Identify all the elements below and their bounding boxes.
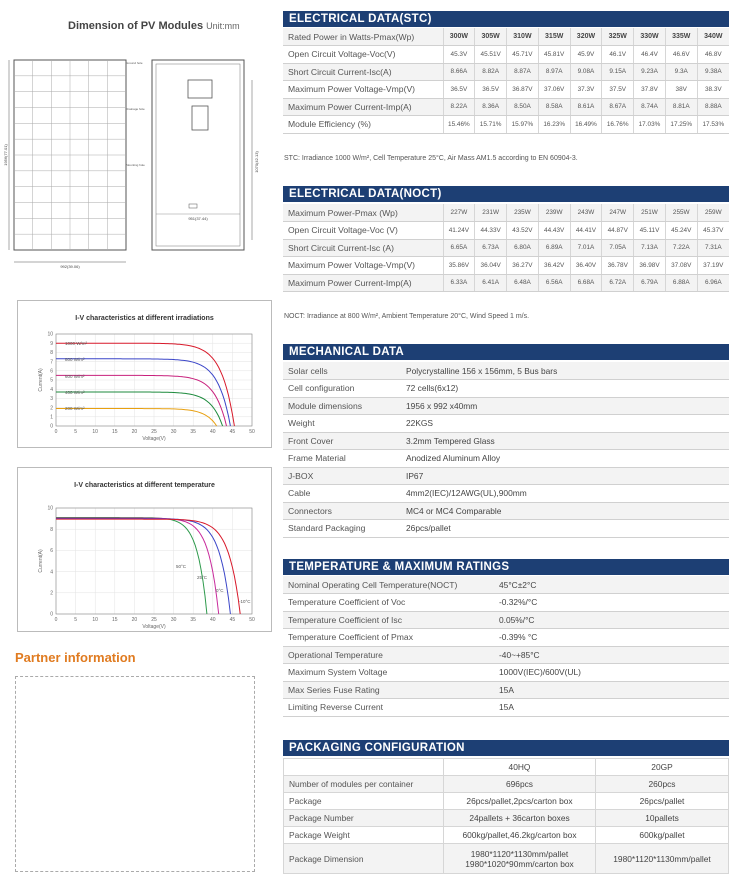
temperature-table xyxy=(283,576,729,717)
y-tick-label: 5 xyxy=(50,377,53,384)
x-tick-label: 10 xyxy=(92,429,98,435)
module-rear-view xyxy=(126,60,259,250)
table-cell: 7.31A xyxy=(697,239,729,257)
table-cell: 37.5V xyxy=(602,81,634,99)
annotation-ground-hole: Ground hole xyxy=(126,61,143,65)
x-tick-label: 15 xyxy=(112,429,118,435)
table-cell: 8.88A xyxy=(697,98,729,116)
table-cell: 8.36A xyxy=(475,98,507,116)
dimension-unit: Unit:mm xyxy=(206,21,240,31)
table-cell: 251W xyxy=(634,204,666,222)
row-value-20gp: 600kg/pallet xyxy=(596,827,729,844)
value-line: 696pcs xyxy=(505,779,533,789)
value-line: 24pallets + 36carton boxes xyxy=(469,813,570,823)
row-value-40hq xyxy=(444,810,596,827)
table-row xyxy=(283,664,729,682)
y-tick-label: 3 xyxy=(50,396,53,403)
x-axis-label: Voltage(V) xyxy=(142,624,166,630)
table-cell: 37.08V xyxy=(665,257,697,275)
row-value: -0.32%/°C xyxy=(493,594,729,612)
stc-header: ELECTRICAL DATA(STC) xyxy=(283,11,729,27)
table-cell: 45.81V xyxy=(538,46,570,64)
table-cell: 46.6V xyxy=(665,46,697,64)
table-cell: 41.24V xyxy=(443,222,475,240)
table-cell: 36.5V xyxy=(443,81,475,99)
temperature-header: TEMPERATURE & MAXIMUM RATINGS xyxy=(283,559,729,575)
table-row xyxy=(284,793,729,810)
table-row xyxy=(283,629,729,647)
row-value: -40~+85°C xyxy=(493,646,729,664)
y-tick-label: 6 xyxy=(50,548,53,555)
table-cell: 6.56A xyxy=(538,274,570,292)
table-cell: 6.48A xyxy=(507,274,539,292)
table-cell: 6.68A xyxy=(570,274,602,292)
x-tick-label: 10 xyxy=(92,617,98,623)
row-value: 22KGS xyxy=(400,415,729,433)
table-row xyxy=(283,222,729,240)
row-label: Package Dimension xyxy=(284,844,444,874)
table-cell: 235W xyxy=(507,204,539,222)
column-header: 40HQ xyxy=(444,759,596,776)
table-cell: 8.66A xyxy=(443,63,475,81)
table-cell: 6.33A xyxy=(443,274,475,292)
row-value: 15A xyxy=(493,681,729,699)
table-cell: 7.13A xyxy=(634,239,666,257)
mechanical-header: MECHANICAL DATA xyxy=(283,344,729,360)
row-label: J-BOX xyxy=(283,467,400,485)
row-label: Maximum System Voltage xyxy=(283,664,493,682)
table-cell: 15.71% xyxy=(475,116,507,134)
y-tick-label: 6 xyxy=(50,368,53,375)
annotation-mounting-hole: Mounting hole xyxy=(126,163,145,167)
x-tick-label: 30 xyxy=(170,617,177,623)
row-label: Temperature Coefficient of Isc xyxy=(283,611,493,629)
table-row xyxy=(283,46,729,64)
stc-table xyxy=(283,28,729,134)
table-cell: 17.03% xyxy=(634,116,666,134)
x-tick-label: 35 xyxy=(190,429,196,435)
row-label: Frame Material xyxy=(283,450,400,468)
table-cell: 8.61A xyxy=(570,98,602,116)
iv-curve-2 xyxy=(56,519,230,614)
table-cell: 6.41A xyxy=(475,274,507,292)
table-row xyxy=(283,467,729,485)
mechanical-table xyxy=(283,362,729,538)
table-row xyxy=(283,63,729,81)
curve-label: -10°C xyxy=(239,599,251,604)
row-label: Maximum Power-Pmax (Wp) xyxy=(283,204,443,222)
table-row xyxy=(283,646,729,664)
table-cell: 44.33V xyxy=(475,222,507,240)
row-label: Number of modules per container xyxy=(284,776,444,793)
x-tick-label: 20 xyxy=(131,617,138,623)
x-tick-label: 5 xyxy=(74,617,77,623)
row-value: -0.39% °C xyxy=(493,629,729,647)
packaging-header: PACKAGING CONFIGURATION xyxy=(283,740,729,756)
value-line: 600kg/pallet,46.2kg/carton box xyxy=(462,830,577,840)
row-label: Max Series Fuse Rating xyxy=(283,681,493,699)
y-tick-label: 10 xyxy=(47,505,53,512)
value-line: 1980*1120*1130mm/pallet xyxy=(470,848,569,859)
row-label: Rated Power in Watts-Pmax(Wp) xyxy=(283,28,443,46)
x-tick-label: 25 xyxy=(151,429,157,435)
row-value: 0.05%/°C xyxy=(493,611,729,629)
table-cell: 9.23A xyxy=(634,63,666,81)
row-label: Open Circuit Voltage-Voc(V) xyxy=(283,46,443,64)
x-tick-label: 35 xyxy=(190,617,196,623)
table-cell: 38.3V xyxy=(697,81,729,99)
table-cell: 8.58A xyxy=(538,98,570,116)
table-cell: 36.27V xyxy=(507,257,539,275)
iv-temperature-title: I-V characteristics at different temperature xyxy=(74,482,215,489)
table-cell: 45.3V xyxy=(443,46,475,64)
x-tick-label: 20 xyxy=(131,429,138,435)
row-label: Open Circuit Voltage-Voc (V) xyxy=(283,222,443,240)
row-label: Limiting Reverse Current xyxy=(283,699,493,717)
table-row xyxy=(283,520,729,538)
table-cell: 45.24V xyxy=(665,222,697,240)
row-value-20gp: 10pallets xyxy=(596,810,729,827)
x-tick-label: 45 xyxy=(229,617,236,623)
row-label: Nominal Operating Cell Temperature(NOCT) xyxy=(283,576,493,594)
iv-irradiation-chart xyxy=(18,301,273,449)
row-value: 72 cells(6x12) xyxy=(400,380,729,398)
table-cell: 330W xyxy=(634,28,666,46)
y-tick-label: 2 xyxy=(50,590,53,597)
table-cell: 259W xyxy=(697,204,729,222)
table-row xyxy=(283,380,729,398)
iv-curve-0 xyxy=(56,343,234,426)
table-cell: 38V xyxy=(665,81,697,99)
x-tick-label: 40 xyxy=(210,429,216,435)
table-row xyxy=(283,81,729,99)
x-tick-label: 25 xyxy=(151,617,157,623)
row-value: 15A xyxy=(493,699,729,717)
table-cell: 17.53% xyxy=(697,116,729,134)
row-label: Package Number xyxy=(284,810,444,827)
curve-label: 800 W/m² xyxy=(65,357,85,362)
table-cell: 8.97A xyxy=(538,63,570,81)
row-label: Package Weight xyxy=(284,827,444,844)
iv-curve-4 xyxy=(56,409,217,427)
y-axis-label: Current(A) xyxy=(38,549,44,573)
table-row xyxy=(283,239,729,257)
table-cell: 6.72A xyxy=(602,274,634,292)
table-row xyxy=(283,204,729,222)
row-value: 1956 x 992 x40mm xyxy=(400,397,729,415)
table-cell: 36.04V xyxy=(475,257,507,275)
iv-irradiation-chart-panel xyxy=(17,300,272,448)
table-row xyxy=(283,611,729,629)
table-row xyxy=(283,502,729,520)
table-cell: 15.46% xyxy=(443,116,475,134)
y-tick-label: 2 xyxy=(50,405,53,412)
table-cell: 255W xyxy=(665,204,697,222)
row-value-40hq xyxy=(444,793,596,810)
table-cell: 8.67A xyxy=(602,98,634,116)
table-cell: 6.96A xyxy=(697,274,729,292)
table-row xyxy=(283,98,729,116)
curve-label: 0°C xyxy=(216,588,224,593)
row-value-40hq xyxy=(444,776,596,793)
partner-information-title: Partner information xyxy=(15,650,136,665)
row-label: Front Cover xyxy=(283,432,400,450)
table-cell: 8.82A xyxy=(475,63,507,81)
y-tick-label: 7 xyxy=(50,359,53,366)
curve-label: 1000 W/m² xyxy=(65,341,88,346)
table-cell: 340W xyxy=(697,28,729,46)
hole-distance-label: 951(37.44) xyxy=(188,216,208,221)
row-label: Connectors xyxy=(283,502,400,520)
iv-irradiation-title: I-V characteristics at different irradiations xyxy=(75,315,214,322)
table-cell: 37.8V xyxy=(634,81,666,99)
noct-header: ELECTRICAL DATA(NOCT) xyxy=(283,186,729,202)
table-cell: 325W xyxy=(602,28,634,46)
table-cell: 44.87V xyxy=(602,222,634,240)
table-row xyxy=(283,362,729,380)
x-tick-label: 40 xyxy=(210,617,216,623)
table-cell: 36.42V xyxy=(538,257,570,275)
table-cell: 7.22A xyxy=(665,239,697,257)
table-cell: 44.41V xyxy=(570,222,602,240)
row-value-40hq xyxy=(444,844,596,874)
row-label: Cable xyxy=(283,485,400,503)
row-value: MC4 or MC4 Comparable xyxy=(400,502,729,520)
partner-information-box xyxy=(15,676,255,872)
annotation-drainage-hole: Drainage hole xyxy=(126,107,145,111)
value-line: 26pcs/pallet,2pcs/carton box xyxy=(466,796,573,806)
row-value-20gp: 26pcs/pallet xyxy=(596,793,729,810)
table-row xyxy=(283,699,729,717)
row-value-40hq xyxy=(444,827,596,844)
x-tick-label: 0 xyxy=(54,617,58,623)
table-cell: 310W xyxy=(507,28,539,46)
table-row xyxy=(283,397,729,415)
table-cell: 7.05A xyxy=(602,239,634,257)
row-label: Standard Packaging xyxy=(283,520,400,538)
x-tick-label: 30 xyxy=(170,429,177,435)
row-label: Cell configuration xyxy=(283,380,400,398)
iv-temperature-chart-panel xyxy=(17,467,272,632)
table-cell: 36.98V xyxy=(634,257,666,275)
table-cell: 8.22A xyxy=(443,98,475,116)
x-tick-label: 50 xyxy=(249,617,255,623)
table-cell: 239W xyxy=(538,204,570,222)
table-cell: 305W xyxy=(475,28,507,46)
table-cell: 43.52V xyxy=(507,222,539,240)
iv-curve-1 xyxy=(56,518,219,614)
side-dimension-label: 1070(42.13) xyxy=(254,151,259,173)
x-tick-label: 0 xyxy=(54,429,58,435)
row-value-20gp: 260pcs xyxy=(596,776,729,793)
row-label: Short Circuit Current-Isc(A) xyxy=(283,63,443,81)
table-cell: 45.11V xyxy=(634,222,666,240)
row-label: Maximum Power Voltage-Vmp(V) xyxy=(283,81,443,99)
table-cell: 7.01A xyxy=(570,239,602,257)
row-value: Polycrystalline 156 x 156mm, 5 Bus bars xyxy=(400,362,729,380)
table-cell: 36.5V xyxy=(475,81,507,99)
value-line: 1980*1020*90mm/carton box xyxy=(465,858,574,869)
table-cell: 6.65A xyxy=(443,239,475,257)
table-cell: 37.3V xyxy=(570,81,602,99)
stc-note: STC: Irradiance 1000 W/m², Cell Temperature 25°C, Air Mass AM1.5 according to EN 60904-3. xyxy=(284,155,578,162)
table-cell: 300W xyxy=(443,28,475,46)
row-label: Solar cells xyxy=(283,362,400,380)
table-cell: 36.78V xyxy=(602,257,634,275)
table-cell: 37.19V xyxy=(697,257,729,275)
table-cell: 45.37V xyxy=(697,222,729,240)
table-row xyxy=(283,432,729,450)
table-cell: 46.8V xyxy=(697,46,729,64)
module-front-view xyxy=(3,60,126,269)
iv-curve-2 xyxy=(56,375,227,426)
table-cell: 45.9V xyxy=(570,46,602,64)
row-label: Maximum Power Current-Imp(A) xyxy=(283,98,443,116)
table-row xyxy=(284,827,729,844)
y-tick-label: 4 xyxy=(50,386,53,393)
table-row xyxy=(283,28,729,46)
row-label: Module Efficiency (%) xyxy=(283,116,443,134)
iv-temperature-chart xyxy=(18,468,273,633)
empty-header-cell xyxy=(284,759,444,776)
curve-label: 200 W/m² xyxy=(65,406,85,411)
height-dimension-label: 1956(77.01) xyxy=(3,144,8,166)
table-cell: 17.25% xyxy=(665,116,697,134)
row-value: 4mm2(IEC)/12AWG(UL),900mm xyxy=(400,485,729,503)
curve-label: 50°C xyxy=(176,564,187,569)
y-tick-label: 1 xyxy=(50,414,53,421)
row-label: Package xyxy=(284,793,444,810)
y-tick-label: 8 xyxy=(50,350,53,357)
row-label: Maximum Power Voltage-Vmp(V) xyxy=(283,257,443,275)
table-cell: 243W xyxy=(570,204,602,222)
table-row xyxy=(283,485,729,503)
x-axis-label: Voltage(V) xyxy=(142,436,166,442)
table-cell: 315W xyxy=(538,28,570,46)
table-cell: 9.08A xyxy=(570,63,602,81)
table-cell: 8.74A xyxy=(634,98,666,116)
table-cell: 8.81A xyxy=(665,98,697,116)
table-cell: 231W xyxy=(475,204,507,222)
row-value: 45°C±2°C xyxy=(493,576,729,594)
row-value: 26pcs/pallet xyxy=(400,520,729,538)
row-label: Temperature Coefficient of Voc xyxy=(283,594,493,612)
dimension-title: Dimension of PV Modules Unit:mm xyxy=(68,20,240,32)
table-cell: 6.73A xyxy=(475,239,507,257)
noct-table xyxy=(283,204,729,292)
row-label: Temperature Coefficient of Pmax xyxy=(283,629,493,647)
curve-label: 400 W/m² xyxy=(65,390,85,395)
x-tick-label: 50 xyxy=(249,429,255,435)
y-axis-label: Current(A) xyxy=(38,368,44,392)
x-tick-label: 5 xyxy=(74,429,77,435)
table-cell: 37.06V xyxy=(538,81,570,99)
table-row xyxy=(283,450,729,468)
table-cell: 44.43V xyxy=(538,222,570,240)
table-cell: 16.49% xyxy=(570,116,602,134)
table-cell: 46.1V xyxy=(602,46,634,64)
row-value: 1000V(IEC)/600V(UL) xyxy=(493,664,729,682)
table-cell: 227W xyxy=(443,204,475,222)
x-tick-label: 45 xyxy=(229,429,236,435)
y-tick-label: 10 xyxy=(47,331,53,338)
table-row xyxy=(283,274,729,292)
table-cell: 8.50A xyxy=(507,98,539,116)
table-cell: 9.38A xyxy=(697,63,729,81)
table-cell: 46.4V xyxy=(634,46,666,64)
table-cell: 45.71V xyxy=(507,46,539,64)
packaging-table xyxy=(283,758,729,874)
row-label: Weight xyxy=(283,415,400,433)
noct-note: NOCT: Irradiance at 800 W/m², Ambient Temperature 20°C, Wind Speed 1 m/s. xyxy=(284,313,530,320)
table-row xyxy=(283,415,729,433)
column-header: 20GP xyxy=(596,759,729,776)
y-tick-label: 8 xyxy=(50,526,53,533)
table-cell: 9.15A xyxy=(602,63,634,81)
table-cell: 6.89A xyxy=(538,239,570,257)
table-row xyxy=(283,257,729,275)
table-cell: 335W xyxy=(665,28,697,46)
packaging-column-header-row xyxy=(284,759,729,776)
x-tick-label: 15 xyxy=(112,617,118,623)
table-cell: 320W xyxy=(570,28,602,46)
row-label: Maximum Power Current-Imp(A) xyxy=(283,274,443,292)
table-cell: 35.86V xyxy=(443,257,475,275)
table-cell: 36.40V xyxy=(570,257,602,275)
chart-grid xyxy=(56,508,252,614)
row-label: Operational Temperature xyxy=(283,646,493,664)
table-cell: 247W xyxy=(602,204,634,222)
table-cell: 16.76% xyxy=(602,116,634,134)
row-value: Anodized Aluminum Alloy xyxy=(400,450,729,468)
table-cell: 8.87A xyxy=(507,63,539,81)
y-tick-label: 0 xyxy=(50,611,53,618)
module-dimension-drawing xyxy=(3,50,274,272)
table-row xyxy=(284,844,729,874)
table-cell: 6.88A xyxy=(665,274,697,292)
row-value: 3.2mm Tempered Glass xyxy=(400,432,729,450)
table-cell: 16.23% xyxy=(538,116,570,134)
row-label: Short Circuit Current-Isc (A) xyxy=(283,239,443,257)
table-cell: 36.87V xyxy=(507,81,539,99)
y-tick-label: 0 xyxy=(50,423,53,430)
table-cell: 15.97% xyxy=(507,116,539,134)
table-row xyxy=(283,116,729,134)
table-row xyxy=(283,681,729,699)
table-row xyxy=(284,776,729,793)
row-value: IP67 xyxy=(400,467,729,485)
row-label: Module dimensions xyxy=(283,397,400,415)
y-tick-label: 9 xyxy=(50,340,53,347)
table-cell: 45.51V xyxy=(475,46,507,64)
table-row xyxy=(284,810,729,827)
row-value-20gp: 1980*1120*1130mm/pallet xyxy=(596,844,729,874)
table-cell: 6.80A xyxy=(507,239,539,257)
table-cell: 9.3A xyxy=(665,63,697,81)
y-tick-label: 4 xyxy=(50,569,53,576)
table-cell: 6.79A xyxy=(634,274,666,292)
curve-label: 25°C xyxy=(197,575,208,580)
table-row xyxy=(283,576,729,594)
curve-label: 600 W/m² xyxy=(65,374,85,379)
table-row xyxy=(283,594,729,612)
width-dimension-label: 992(39.06) xyxy=(60,264,80,269)
